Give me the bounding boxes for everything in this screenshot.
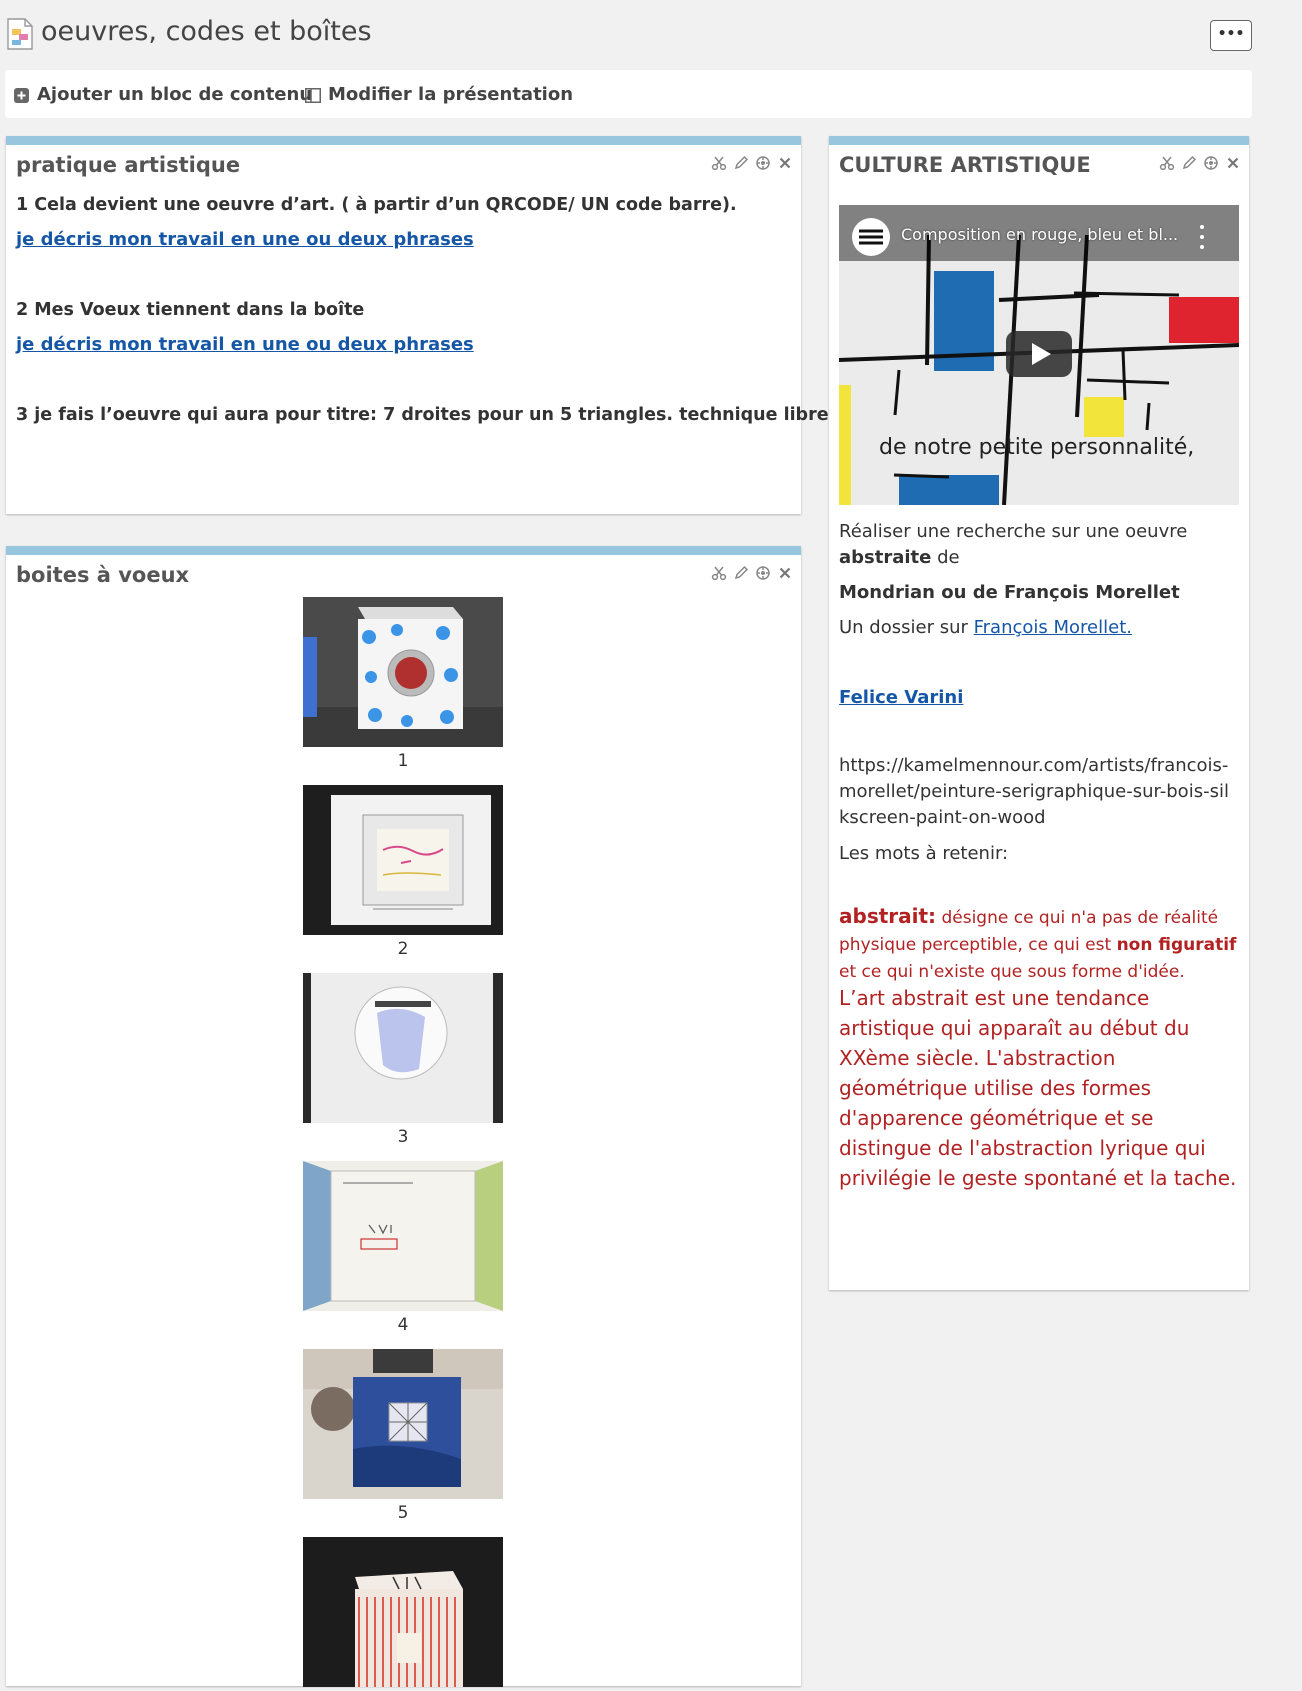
block-title: CULTURE ARTISTIQUE [839,153,1091,177]
gallery-caption: 3 [397,1127,409,1147]
block-controls [711,565,793,581]
block-pratique-artistique [6,136,829,514]
morellet-link[interactable]: François Morellet. [973,617,1132,638]
kamelmennour-url: https://kamelmennour.com/artists/francois-morellet/peinture-serigraphique-sur-bois-silkscreen-paint-on-wood [839,755,1229,828]
add-content-block-label: Ajouter un bloc de contenu [37,83,313,105]
dossier-text: Un dossier sur [839,617,974,638]
settings-icon[interactable] [1203,155,1219,171]
close-icon[interactable] [1225,155,1241,171]
words-to-remember: Les mots à retenir: [839,843,1009,864]
page-document-icon [6,18,34,50]
pratique-link-2[interactable]: je décris mon travail en une ou deux phrases [16,334,474,355]
gallery-item[interactable] [303,973,503,1147]
video-title[interactable]: Composition en rouge, bleu et bl... [901,225,1179,244]
research-text-end: de [931,547,960,568]
dossier-line [839,617,1132,638]
box-photo-6[interactable] [303,1537,503,1687]
gallery-item[interactable] [303,1537,503,1691]
close-icon[interactable] [777,565,793,581]
block-culture-artistique [829,136,1249,1290]
edit-pencil-icon[interactable] [1181,155,1197,171]
settings-icon[interactable] [755,565,771,581]
gallery-item[interactable] [303,785,503,959]
gallery-caption: 1 [397,751,409,771]
pratique-link-1[interactable]: je décris mon travail en une ou deux phrases [16,229,474,250]
settings-icon[interactable] [755,155,771,171]
edit-layout-label: Modifier la présentation [328,83,574,105]
page-title: oeuvres, codes et boîtes [41,16,372,47]
research-keyword: abstraite [839,547,932,568]
definition-keyword: non figuratif [1116,935,1237,955]
definition-abstrait [839,903,1239,986]
gallery-item[interactable] [303,1349,503,1523]
layout-columns-icon [305,87,320,102]
edit-pencil-icon[interactable] [733,155,749,171]
box-photo-2[interactable] [303,785,503,935]
definition-text: désigne ce qui n'a pas de réalité physique perceptible, ce qui est [839,908,1219,955]
mondrian-video-thumbnail [839,205,1239,505]
gallery-caption: 5 [397,1503,409,1523]
gallery-item[interactable] [303,1161,503,1335]
block-controls [1159,155,1241,171]
pratique-line-2: 2 Mes Voeux tiennent dans la boîte [16,300,365,320]
video-subtitle: de notre petite personnalité, [879,435,1195,460]
gallery-item[interactable] [303,597,503,771]
research-instruction [839,519,1239,571]
block-title: pratique artistique [16,153,241,177]
cut-icon[interactable] [711,155,727,171]
page-header [0,0,1302,66]
gallery-caption: 4 [397,1315,409,1335]
plus-square-icon [14,87,29,102]
definition-term: abstrait: [839,904,937,928]
pratique-line-1: 1 Cela devient une oeuvre d’art. ( à partir d’un QRCODE/ UN code barre). [16,195,737,215]
video-embed[interactable] [839,205,1239,505]
close-icon[interactable] [777,155,793,171]
box-photo-4[interactable] [303,1161,503,1311]
research-text: Réaliser une recherche sur une oeuvre [839,521,1188,542]
gallery-caption: 2 [397,939,409,959]
cut-icon[interactable] [711,565,727,581]
toolbar [5,70,1252,118]
block-boites-a-voeux [6,546,801,1686]
definition-text-end: et ce qui n'existe que sous forme d'idée. [839,962,1185,982]
abstract-art-paragraph: L’art abstrait est une tendance artistique qui apparaît au début du XXème siècle. L'abstraction géométrique utilise des formes d'apparence géométrique et se distingue de l'abstraction lyrique qui privilégie le geste spontané et la tache. [839,986,1237,1190]
edit-layout-button[interactable] [305,70,573,118]
varini-link[interactable]: Felice Varini [839,687,964,708]
add-content-block-button[interactable] [14,70,312,118]
artists-line: Mondrian ou de François Morellet [839,582,1180,603]
block-title: boites à voeux [16,563,190,587]
more-options-button[interactable]: ••• [1210,20,1252,51]
box-photo-5[interactable] [303,1349,503,1499]
box-photo-3[interactable] [303,973,503,1123]
pratique-line-3: 3 je fais l’oeuvre qui aura pour titre: 7 droites pour un 5 triangles. technique libre [16,405,829,425]
edit-pencil-icon[interactable] [733,565,749,581]
cut-icon[interactable] [1159,155,1175,171]
box-photo-1[interactable] [303,597,503,747]
block-controls [711,155,793,171]
